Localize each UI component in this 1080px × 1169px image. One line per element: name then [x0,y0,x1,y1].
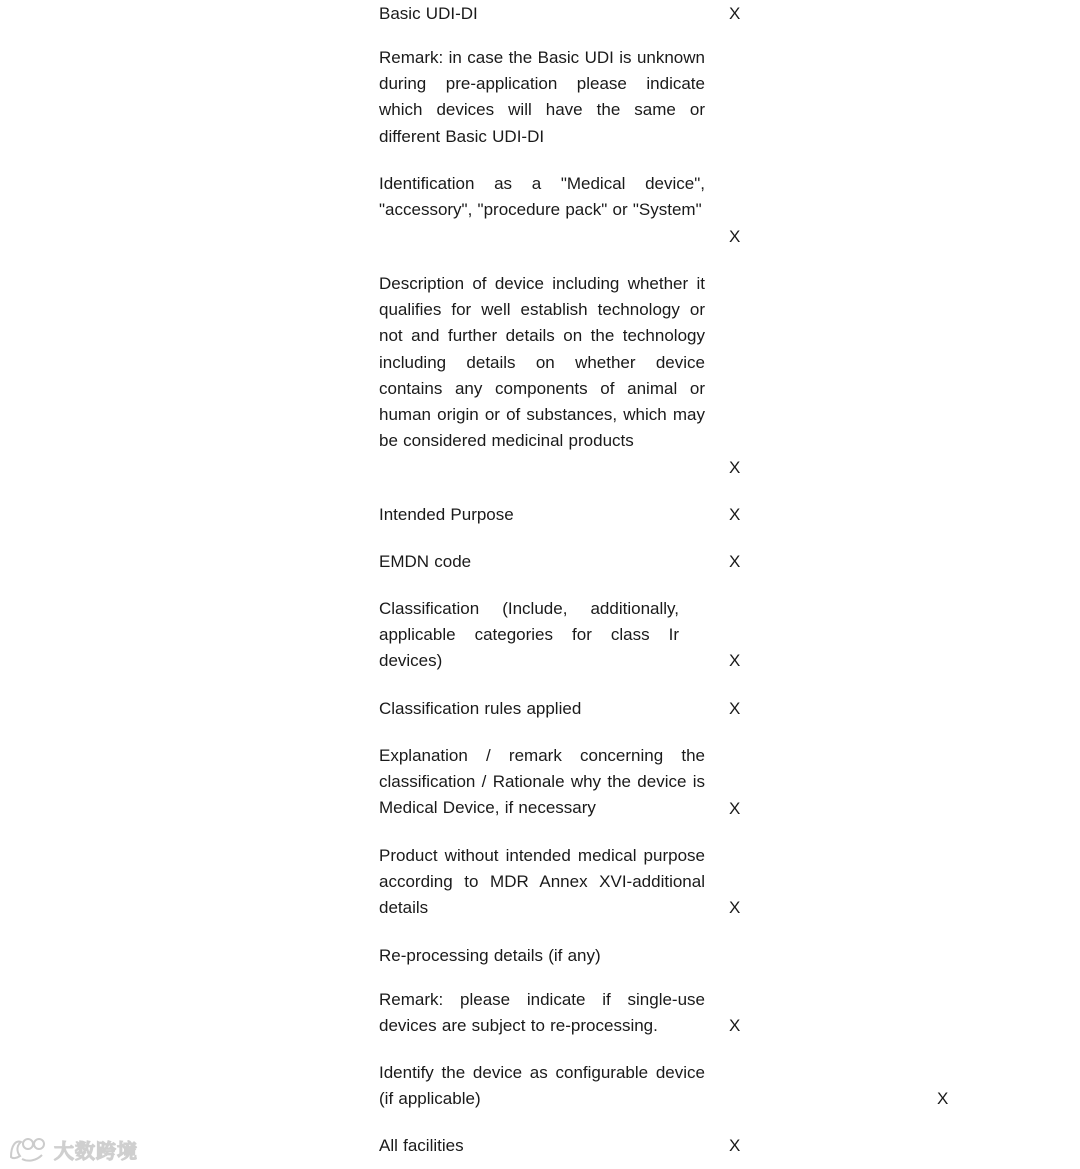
row-reprocessing-remark: Remark: please indicate if single-use devices are subject to re-processing. [379,990,705,1036]
watermark [8,1134,138,1164]
row-configurable: Identify the device as configurable device (if applicable) [379,1063,705,1109]
row-basic-udi-remark: Remark: in case the Basic UDI is unknown during pre-application please indicate which devices will have the same or different Basic UDI-DI [379,48,705,146]
row-intended-purpose-mark: X [729,505,741,524]
row-basic-udi-di-mark: X [729,4,741,23]
row-emdn-code: EMDN code [379,552,472,571]
row-intended-purpose: Intended Purpose [379,505,514,524]
row-reprocessing-remark-mark: X [729,1016,741,1035]
row-description: Description of device including whether it qualifies for well establish technology or not and further details on the technology including details on whether device contains any components of animal or human origin or of substances, which may be considered medicinal products [379,274,705,451]
watermark-text: 大数跨境 [54,1138,138,1163]
row-basic-udi-di: Basic UDI-DI [379,4,478,23]
row-classification-mark: X [729,651,741,670]
row-reprocessing: Re-processing details (if any) [379,946,601,965]
row-explanation-mark: X [729,799,741,818]
logo-icon [8,1135,50,1163]
row-explanation: Explanation / remark concerning the classification / Rationale why the device is Medical Device, if necessary [379,746,705,818]
row-annex-xvi-mark: X [729,898,741,917]
row-annex-xvi: Product without intended medical purpose according to MDR Annex XVI-additional details [379,846,705,918]
row-identification: Identification as a "Medical device", "accessory", "procedure pack" or "System" [379,174,705,220]
row-description-mark: X [729,458,741,477]
row-classification: Classification (Include, additionally, applicable categories for class Ir devices) [379,599,679,671]
row-configurable-mark: X [937,1089,949,1108]
row-all-facilities-mark: X [729,1136,741,1155]
row-emdn-code-mark: X [729,552,741,571]
row-all-facilities: All facilities [379,1136,464,1155]
row-classification-rules-mark: X [729,699,741,718]
row-identification-mark: X [729,227,741,246]
row-classification-rules: Classification rules applied [379,699,582,718]
